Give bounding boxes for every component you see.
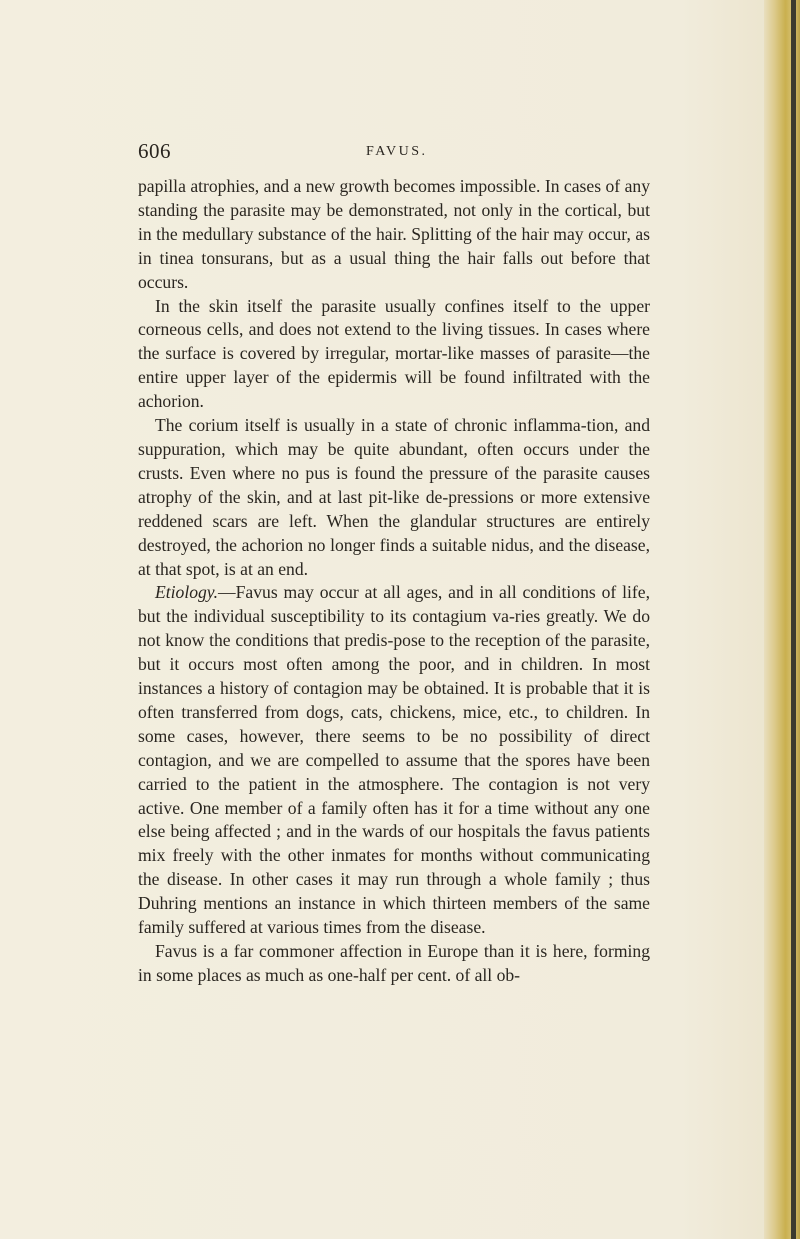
- paragraph: [138, 581, 650, 940]
- paragraph-text: Favus is a far commoner affection in Europe than it is here, forming in some places as much as one-half per cent. of all ob-: [138, 941, 650, 985]
- paragraph-text: papilla atrophies, and a new growth becomes impossible. In cases of any standing the parasite may be demonstrated, not only in the cortical, but in the medullary substance of the hair. Splitting of the hair may occur, as in tinea tonsurans, but as a usual thing the hair falls out before that occurs.: [138, 176, 650, 292]
- body-text: [138, 175, 650, 988]
- page-header: [138, 139, 650, 167]
- paragraph: [138, 295, 650, 415]
- paragraph-text: In the skin itself the parasite usually confines itself to the upper corneous cells, and does not extend to the living tissues. In cases where the surface is covered by irregular, mortar-like masses of parasite—the entire upper layer of the epidermis will be found infiltrated with the achorion.: [138, 295, 650, 412]
- paragraph-text: —Favus may occur at all ages, and in all conditions of life, but the individual susceptibility to its contagium va-ries greatly. We do not know the conditions that predis-pose to the reception of the parasite, but it occurs most often among the poor, and in children. In most instances a history of contagion may be obtained. It is probable that it is often transferred from dogs, cats, chickens, mice, etc., to children. In some cases, however, there seems to be no possibility of direct contagion, and we are compelled to assume that the spores have been carried to the patient in the atmosphere. The contagion is not very active. One member of a family often has it for a time without any one else being affected ; and in the wards of our hospitals the favus patients mix freely with the other inmates for months without communicating the disease. In other cases it may run through a whole family ; thus Duhring mentions an instance in which thirteen members of the same family suffered at various times from the disease.: [138, 582, 650, 938]
- running-head: FAVUS.: [366, 144, 428, 159]
- page-number: 606: [138, 139, 171, 163]
- section-heading-etiology: Etiology.: [155, 582, 219, 603]
- binding-shadow: [791, 0, 796, 1239]
- paragraph-text: The corium itself is usually in a state of chronic inflamma-tion, and suppuration, which may be quite abundant, often occurs under the crusts. Even where no pus is found the pressure of the parasite causes atrophy of the skin, and at last pit-like de-pressions or more extensive reddened scars are left. When the glandular structures are entirely destroyed, the achorion no longer finds a suitable nidus, and the disease, at that spot, is at an end.: [138, 415, 650, 579]
- paragraph: [138, 940, 650, 988]
- paragraph: [138, 414, 650, 581]
- paragraph: [138, 175, 650, 295]
